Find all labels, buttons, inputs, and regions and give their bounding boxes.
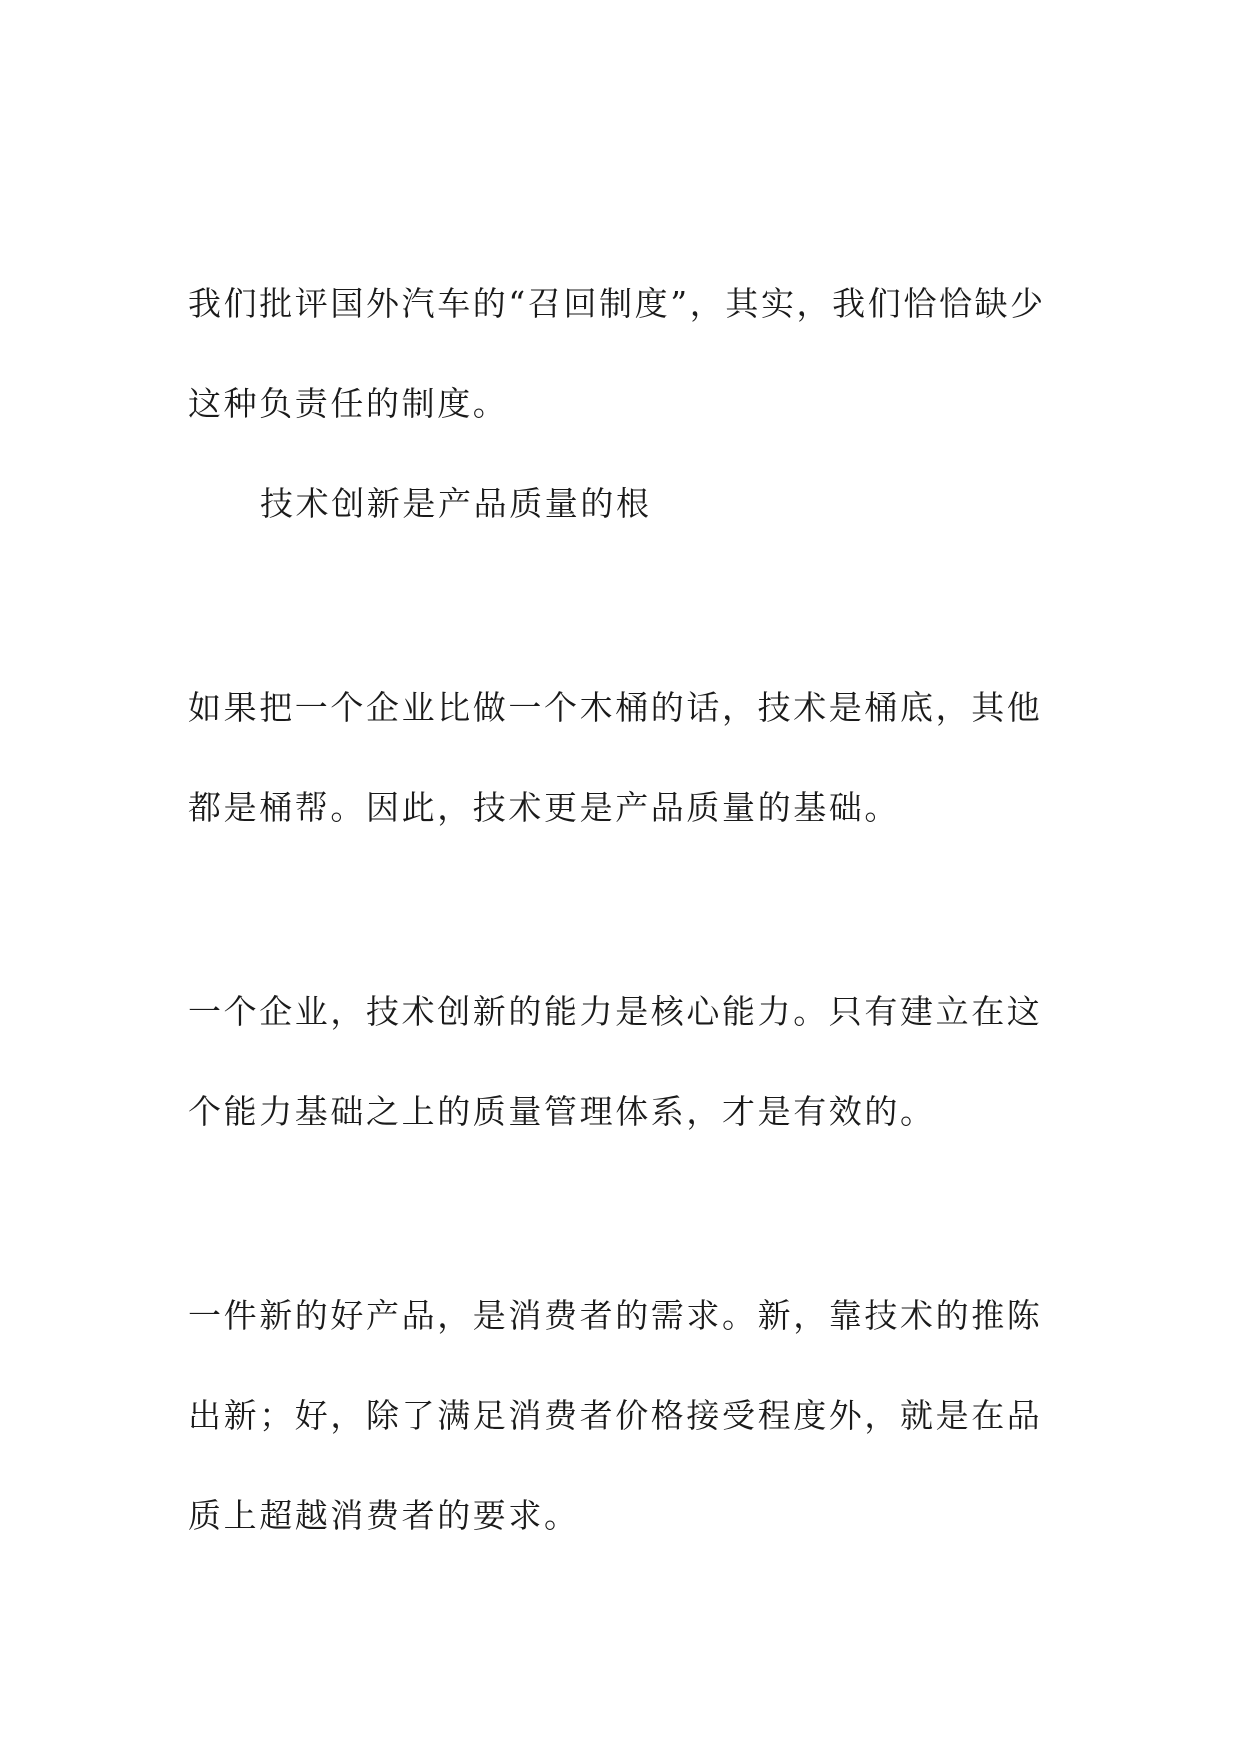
section-heading: 技术创新是产品质量的根 xyxy=(260,484,652,523)
paragraph-3-line-1: 一个企业，技术创新的能力是核心能力。只有建立在这 xyxy=(188,992,1043,1031)
paragraph-1-line-1: 我们批评国外汽车的“召回制度”，其实，我们恰恰缺少 xyxy=(188,284,1046,323)
paragraph-3-line-2: 个能力基础之上的质量管理体系，才是有效的。 xyxy=(188,1092,936,1131)
paragraph-2-line-1: 如果把一个企业比做一个木桶的话，技术是桶底，其他 xyxy=(188,688,1043,727)
paragraph-1-line-2: 这种负责任的制度。 xyxy=(188,384,509,423)
paragraph-4-line-2: 出新；好，除了满足消费者价格接受程度外，就是在品 xyxy=(188,1396,1043,1435)
paragraph-2-line-2: 都是桶帮。因此，技术更是产品质量的基础。 xyxy=(188,788,900,827)
paragraph-4-line-3: 质上超越消费者的要求。 xyxy=(188,1496,580,1535)
paragraph-4-line-1: 一件新的好产品，是消费者的需求。新，靠技术的推陈 xyxy=(188,1296,1043,1335)
